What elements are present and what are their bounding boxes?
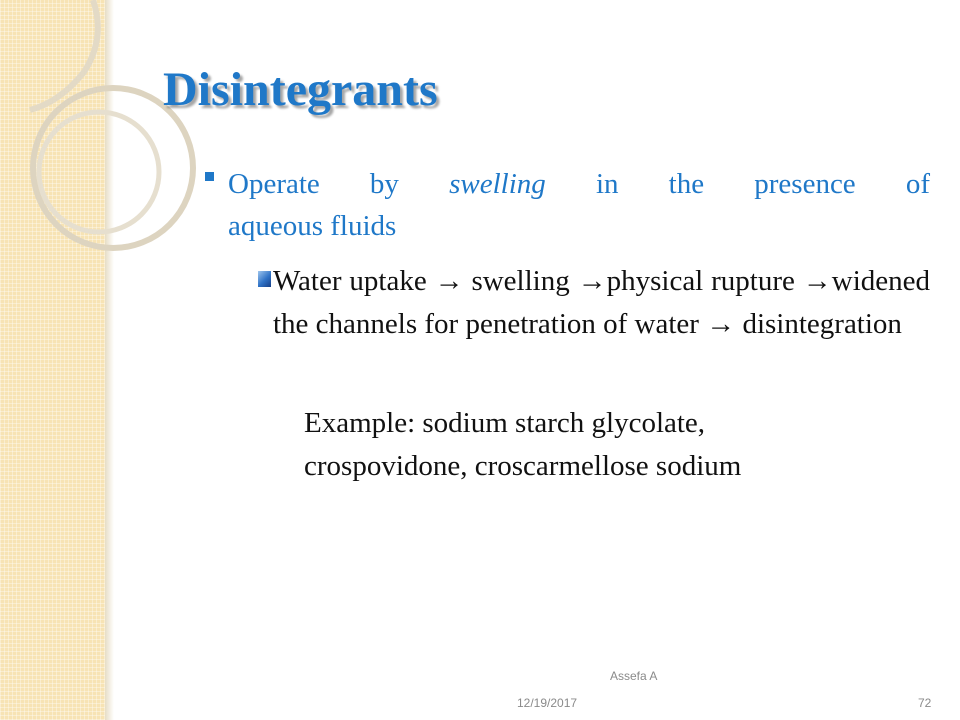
decorative-rings	[0, 0, 260, 300]
footer-date: 12/19/2017	[517, 696, 578, 710]
bullet-text	[228, 163, 930, 247]
bullet-text-suffix: in the presence of	[545, 168, 930, 200]
gradient-square-bullet-icon	[258, 271, 271, 287]
bullet-operate-by-swelling	[205, 163, 930, 247]
footer-author: Assefa A	[610, 669, 658, 683]
square-bullet-icon	[205, 172, 214, 181]
slide-title: Disintegrants	[163, 63, 438, 116]
sub-bullet-text: Water uptake → swelling →physical rupture →widened the channels for penetration of water → disintegration	[273, 265, 930, 340]
bullet-text-line2: aqueous fluids	[228, 210, 397, 242]
example-line-1: Example: sodium starch glycolate,	[304, 407, 706, 439]
sub-bullet-water-uptake	[258, 260, 930, 346]
bullet-text-prefix: Operate by	[228, 168, 450, 200]
bullet-text-emphasis: swelling	[449, 168, 546, 200]
example-text	[304, 402, 904, 488]
example-line-2: crospovidone, croscarmellose sodium	[304, 450, 742, 482]
footer-page-number: 72	[918, 696, 932, 710]
